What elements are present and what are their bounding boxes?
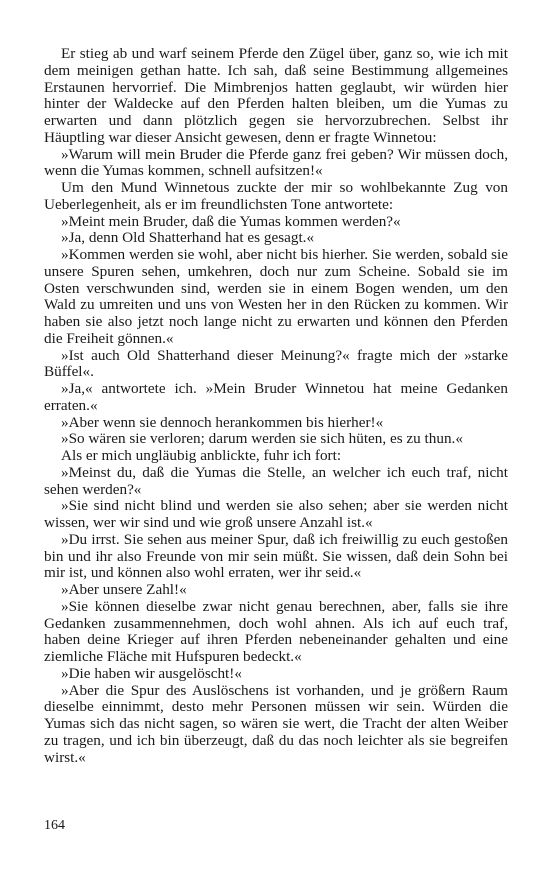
page-number: 164	[44, 818, 65, 833]
paragraph: Er stieg ab und warf seinem Pferde den Zügel über, ganz so, wie ich mit dem meinigen gethan hatte. Ich sah, daß seine Bestimmung allgemeines Erstaunen hervorrief. Die Mimbrenjos hatten geglaubt, wir würden hier hinter der Waldecke auf den Pferden halten bleiben, um die Yumas zu erwarten und dann plötzlich gegen sie hervorzubrechen. Selbst ihr Häuptling war dieser Ansicht gewesen, denn er fragte Winnetou:	[44, 45, 508, 146]
paragraph: »So wären sie verloren; darum werden sie sich hüten, es zu thun.«	[61, 430, 463, 448]
paragraph: Um den Mund Winnetous zuckte der mir so wohlbekannte Zug von Ueberlegenheit, als er im freundlichsten Tone antwortete:	[44, 179, 508, 213]
paragraph: »Du irrst. Sie sehen aus meiner Spur, daß ich freiwillig zu euch gestoßen bin und ihr also Freunde von mir sein müßt. Sie wissen, daß dein Sohn bei mir ist, und können also wohl erraten, wer ihr seid.«	[44, 530, 508, 582]
paragraph: »Ja,« antwortete ich. »Mein Bruder Winnetou hat meine Gedanken erraten.«	[44, 380, 508, 414]
paragraph: »Meinst du, daß die Yumas die Stelle, an welcher ich euch traf, nicht sehen werden?«	[44, 463, 508, 498]
paragraph: »Kommen werden sie wohl, aber nicht bis hierher. Sie werden, sobald sie unsere Spuren sehen, umkehren, doch nur zum Scheine. Sobald sie im Osten verschwunden sind, werden sie in einem Bogen wenden, um den Wald zu umreiten und uns von Westen her in den Rücken zu kommen. Wir haben sie also jetzt noch lange nicht zu erwarten und können den Pferden die Freiheit gönnen.«	[44, 246, 508, 347]
paragraph: »Die haben wir ausgelöscht!«	[61, 664, 242, 682]
paragraph: »Ja, denn Old Shatterhand hat es gesagt.«	[61, 229, 315, 247]
paragraph: »Aber wenn sie dennoch herankommen bis hierher!«	[61, 413, 384, 431]
book-page	[44, 46, 508, 766]
paragraph: Als er mich ungläubig anblickte, fuhr ich fort:	[61, 447, 342, 464]
paragraph: »Meint mein Bruder, daß die Yumas kommen werden?«	[61, 212, 401, 230]
paragraph: »Sie sind nicht blind und werden sie also sehen; aber sie werden nicht wissen, wer wir sind und wie groß unsere Anzahl ist.«	[44, 497, 508, 531]
paragraph: »Aber unsere Zahl!«	[61, 581, 187, 598]
paragraph: »Warum will mein Bruder die Pferde ganz frei geben? Wir müssen doch, wenn die Yumas kommen, schnell aufsitzen!«	[44, 145, 508, 180]
paragraph: »Sie können dieselbe zwar nicht genau berechnen, aber, falls sie ihre Gedanken zusammennehmen, doch wohl ahnen. Als ich auf euch traf, haben deine Krieger auf ihren Pferden nebeneinander gehalten und eine ziemliche Fläche mit Hufspuren bedeckt.«	[44, 597, 508, 665]
paragraph: »Ist auch Old Shatterhand dieser Meinung?« fragte mich der »starke Büffel«.	[44, 346, 508, 381]
paragraph: »Aber die Spur des Auslöschens ist vorhanden, und je größern Raum dieselbe einnimmt, desto mehr Personen müssen wir sein. Würden die Yumas sich das nicht sagen, so wären sie wert, die Tracht der alten Weiber zu tragen, und ich bin überzeugt, daß du das noch leichter als sie begreifen wirst.«	[44, 681, 508, 766]
